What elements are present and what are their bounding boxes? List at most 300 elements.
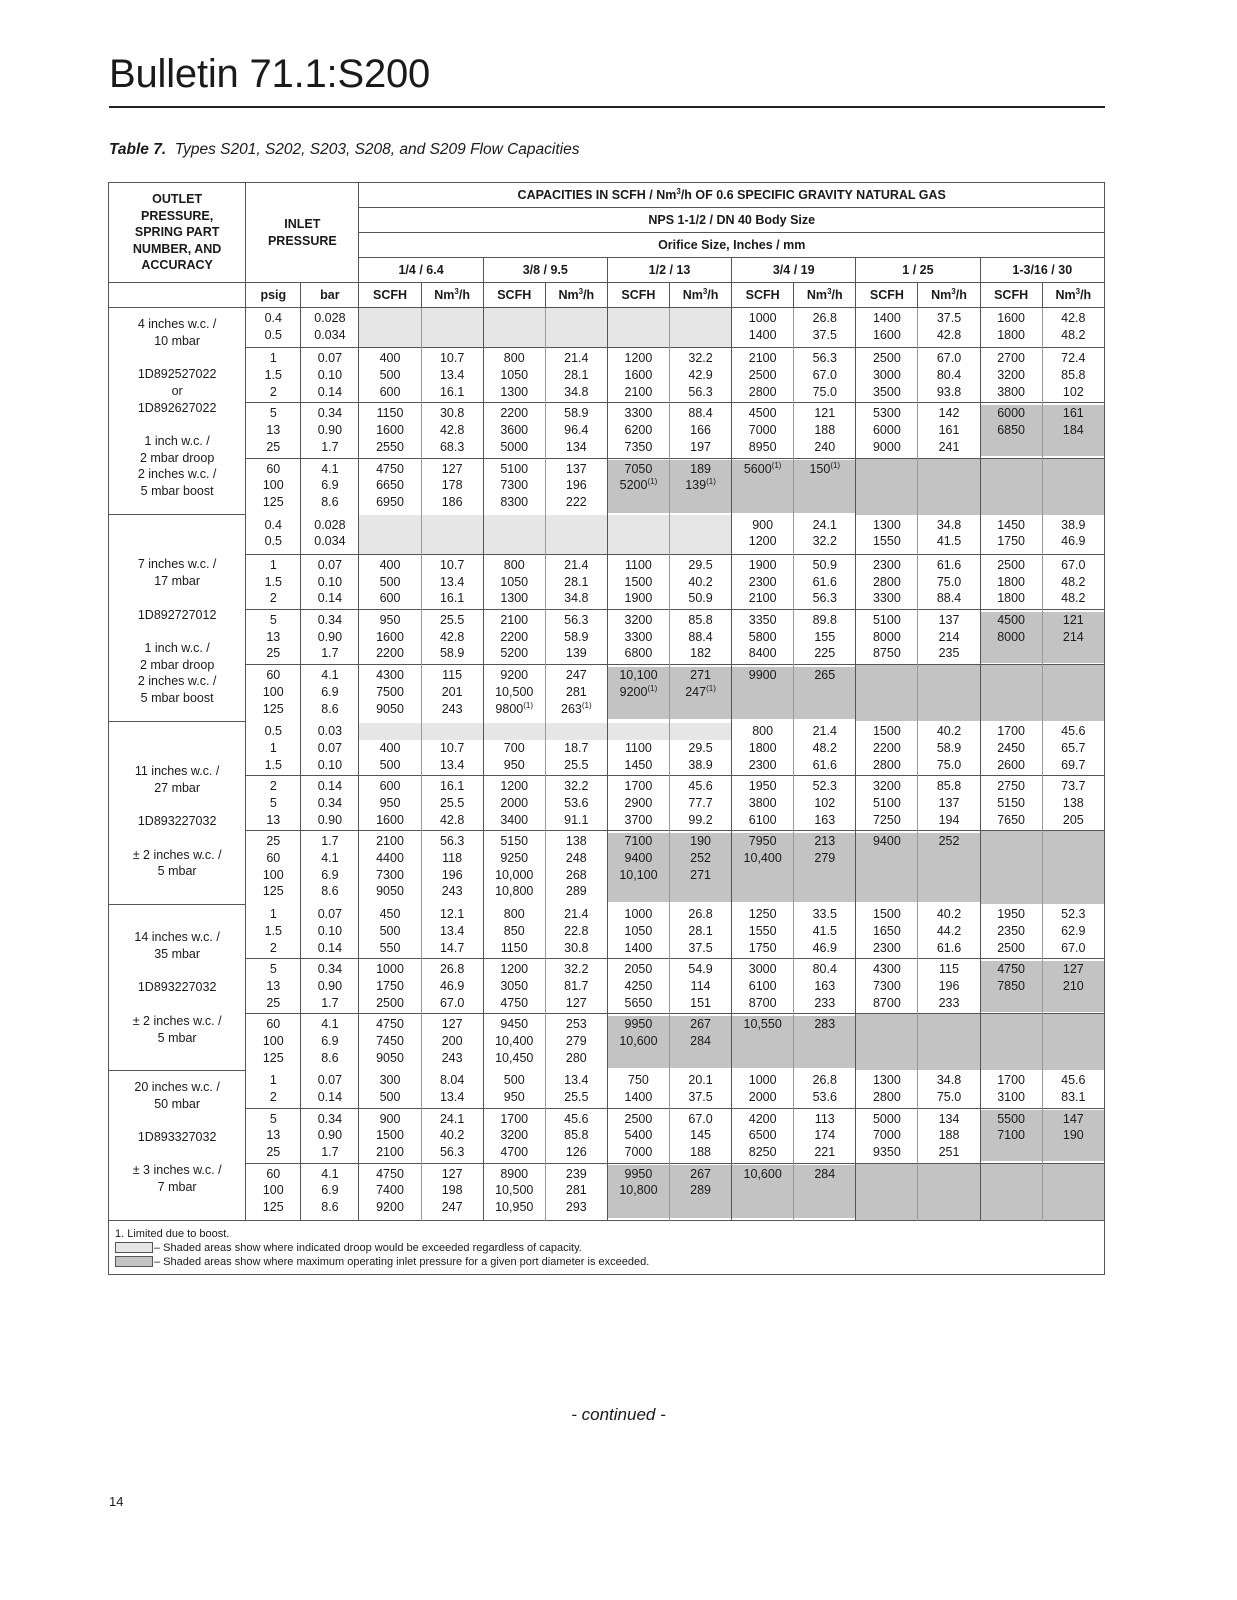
table-cell: 3300 bbox=[872, 591, 901, 606]
table-cell: 99.2 bbox=[688, 812, 713, 827]
table-row bbox=[109, 959, 1105, 1014]
table-cell: 2000 bbox=[748, 1090, 777, 1105]
table-cell: 4.1 bbox=[321, 1166, 339, 1181]
table-cell: 2700 bbox=[997, 351, 1025, 366]
table-cell: 1050 bbox=[624, 923, 653, 938]
scfh-cell bbox=[980, 308, 1042, 348]
header-unit-bar: bar bbox=[301, 283, 359, 308]
nm3h-cell bbox=[1042, 1014, 1104, 1071]
psig-cell bbox=[246, 1108, 301, 1163]
table-cell: 2500 bbox=[624, 1111, 653, 1126]
table-cell: 58.9 bbox=[936, 740, 962, 755]
table-cell: 241 bbox=[938, 439, 960, 454]
table-cell: 38.9 bbox=[688, 757, 713, 772]
table-cell: 1550 bbox=[748, 923, 777, 938]
nm3h-cell bbox=[670, 555, 732, 610]
table-cell: 113 bbox=[814, 1111, 835, 1126]
nm3h-cell bbox=[1042, 959, 1104, 1014]
table-cell: 4750 bbox=[376, 461, 404, 476]
scfh-cell bbox=[359, 831, 421, 904]
table-cell: 138 bbox=[1062, 795, 1084, 810]
unit-nm-post: /h bbox=[707, 288, 719, 302]
nm3h-cell bbox=[794, 904, 856, 959]
table-cell: 400 bbox=[379, 740, 401, 755]
table-cell: 1100 bbox=[625, 740, 652, 755]
table-cell: 213 bbox=[814, 834, 836, 849]
table-cell: 73.7 bbox=[1061, 779, 1086, 794]
table-cell bbox=[732, 1033, 793, 1050]
table-cell: 100 bbox=[262, 867, 284, 882]
table-cell: 8300 bbox=[500, 494, 529, 509]
table-cell: 1800 bbox=[748, 740, 777, 755]
nm3h-cell bbox=[670, 665, 732, 722]
table-cell: 60 bbox=[266, 1166, 281, 1181]
table-cell: 1550 bbox=[872, 534, 901, 549]
label-line: 5 mbar boost bbox=[140, 484, 214, 498]
table-cell: 4750 bbox=[997, 962, 1025, 977]
table-cell: 6850 bbox=[997, 423, 1025, 438]
table-cell: 10,800 bbox=[495, 884, 534, 899]
header-body-size: NPS 1-1/2 / DN 40 Body Size bbox=[359, 208, 1105, 233]
table-cell: 88.4 bbox=[936, 591, 962, 606]
bar-cell bbox=[301, 1014, 359, 1071]
table-cell: 2800 bbox=[748, 384, 777, 399]
nm3h-cell bbox=[670, 721, 732, 776]
nm3h-cell bbox=[918, 665, 980, 722]
table-cell bbox=[608, 1050, 669, 1067]
table-cell: 3700 bbox=[624, 812, 653, 827]
table-cell: 8000 bbox=[872, 629, 901, 644]
header-orifice-3: 3/4 / 19 bbox=[732, 258, 856, 283]
table-cell: 10.7 bbox=[439, 351, 465, 366]
table-cell: 5 bbox=[269, 962, 277, 977]
nm3h-cell bbox=[794, 458, 856, 515]
table-cell: 85.8 bbox=[1061, 368, 1086, 383]
label-line: 27 mbar bbox=[154, 780, 201, 795]
table-cell: 210 bbox=[1062, 978, 1084, 993]
table-cell: 121 bbox=[814, 406, 836, 421]
psig-cell bbox=[246, 904, 301, 959]
table-cell: 6000 bbox=[997, 406, 1025, 421]
table-cell bbox=[794, 1050, 855, 1067]
table-cell bbox=[608, 883, 669, 900]
table-cell: 2500 bbox=[376, 995, 404, 1010]
table-cell: 56.3 bbox=[564, 613, 589, 628]
table-cell: 7000 bbox=[748, 423, 777, 438]
nm3h-cell bbox=[545, 959, 607, 1014]
table-cell: 0.028 bbox=[314, 517, 346, 532]
table-cell: 41.5 bbox=[936, 534, 962, 549]
table-cell: 3800 bbox=[748, 795, 777, 810]
table-cell: 800 bbox=[503, 558, 525, 572]
nm3h-cell bbox=[421, 515, 483, 555]
table-cell: 34.8 bbox=[936, 517, 962, 532]
scfh-cell bbox=[483, 904, 545, 959]
table-cell: 1300 bbox=[872, 1073, 901, 1088]
table-cell: 68.3 bbox=[439, 439, 465, 454]
scfh-cell bbox=[359, 308, 421, 348]
scfh-cell bbox=[856, 610, 918, 665]
table-cell: 2200 bbox=[500, 406, 529, 421]
table-cell: 52.3 bbox=[812, 779, 837, 794]
table-cell: 67.0 bbox=[1061, 940, 1086, 955]
scfh-cell bbox=[607, 610, 669, 665]
table-cell: 0.034 bbox=[314, 327, 346, 342]
table-cell: 16.1 bbox=[439, 384, 465, 399]
table-cell bbox=[732, 461, 793, 478]
table-cell bbox=[670, 723, 731, 740]
table-cell: 1.5 bbox=[264, 574, 282, 589]
scfh-cell bbox=[607, 308, 669, 348]
cell-value: 263 bbox=[561, 701, 582, 716]
table-cell: 3500 bbox=[872, 384, 901, 399]
table-cell: 280 bbox=[565, 1050, 587, 1065]
table-cell bbox=[794, 883, 855, 900]
scfh-cell bbox=[980, 555, 1042, 610]
table-cell: 5 bbox=[269, 1111, 277, 1126]
table-cell bbox=[608, 701, 669, 718]
table-cell: 8000 bbox=[997, 629, 1025, 644]
table-cell: 222 bbox=[565, 494, 587, 509]
table-cell: 4300 bbox=[872, 962, 901, 977]
table-cell: 1700 bbox=[997, 724, 1025, 739]
footnote-ref: (1) bbox=[771, 460, 782, 470]
table-cell: 6.9 bbox=[321, 1033, 339, 1048]
table-cell: 6.9 bbox=[321, 867, 339, 882]
table-cell: 252 bbox=[690, 851, 711, 866]
table-cell: 2300 bbox=[748, 757, 777, 772]
nm3h-cell bbox=[545, 831, 607, 904]
table-cell bbox=[794, 684, 855, 701]
bar-cell bbox=[301, 904, 359, 959]
table-cell: 139 bbox=[565, 646, 587, 661]
nm3h-cell bbox=[1042, 515, 1104, 555]
psig-cell bbox=[246, 458, 301, 515]
table-cell: 233 bbox=[938, 995, 960, 1010]
nm3h-cell bbox=[670, 1014, 732, 1071]
table-cell: 42.8 bbox=[439, 629, 465, 644]
scfh-cell bbox=[980, 1014, 1042, 1071]
table-cell: 6950 bbox=[376, 494, 404, 509]
table-cell: 127 bbox=[441, 461, 463, 476]
nm3h-cell bbox=[421, 1014, 483, 1071]
table-cell: 102 bbox=[1062, 384, 1084, 399]
table-cell: 9050 bbox=[376, 701, 404, 716]
table-cell: 85.8 bbox=[564, 1128, 589, 1143]
table-cell: 125 bbox=[262, 494, 284, 509]
label-line bbox=[109, 913, 245, 930]
table-cell: 0.90 bbox=[317, 1128, 343, 1143]
table-cell: 91.1 bbox=[564, 812, 589, 827]
table-cell: 147 bbox=[1062, 1111, 1084, 1126]
label-line: 1D892727012 bbox=[137, 607, 217, 622]
table-cell: 18.7 bbox=[564, 740, 589, 755]
nm3h-cell bbox=[918, 555, 980, 610]
table-row bbox=[109, 831, 1105, 904]
cell-value: 247 bbox=[685, 684, 707, 699]
scfh-cell bbox=[732, 721, 794, 776]
table-cell bbox=[981, 995, 1042, 1012]
table-cell: 80.4 bbox=[812, 962, 837, 977]
nm3h-cell bbox=[421, 665, 483, 722]
table-cell: 2350 bbox=[997, 923, 1025, 938]
table-cell: 9200 bbox=[500, 668, 529, 683]
table-cell: 1900 bbox=[624, 591, 653, 606]
table-cell: 253 bbox=[565, 1017, 587, 1032]
table-cell: 0.10 bbox=[317, 368, 343, 383]
table-cell bbox=[670, 1199, 731, 1216]
table-cell: 50.9 bbox=[688, 591, 713, 606]
table-cell: 75.0 bbox=[936, 574, 962, 589]
unit-nm-post: /h bbox=[1080, 288, 1092, 302]
table-cell: 188 bbox=[814, 423, 836, 438]
table-cell: 1400 bbox=[748, 327, 777, 342]
nm3h-cell bbox=[670, 515, 732, 555]
table-cell: 50.9 bbox=[812, 558, 837, 572]
table-cell: 60 bbox=[266, 851, 281, 866]
nm3h-cell bbox=[794, 959, 856, 1014]
scfh-cell bbox=[856, 555, 918, 610]
header-unit-nm3h bbox=[1042, 283, 1104, 308]
table-cell bbox=[794, 1182, 855, 1199]
table-cell: 2300 bbox=[872, 558, 901, 572]
table-cell: 1000 bbox=[376, 962, 404, 977]
table-cell: 8.6 bbox=[321, 1050, 339, 1065]
table-cell: 2200 bbox=[872, 740, 901, 755]
table-cell: 45.6 bbox=[1061, 724, 1086, 739]
table-cell: 300 bbox=[379, 1073, 401, 1088]
table-cell: 21.4 bbox=[564, 351, 589, 366]
table-cell: 8900 bbox=[500, 1166, 529, 1181]
table-cell: 37.5 bbox=[812, 327, 837, 342]
unit-nm-post: /h bbox=[831, 288, 843, 302]
table-cell: 1200 bbox=[624, 351, 653, 366]
psig-cell bbox=[246, 831, 301, 904]
scfh-cell bbox=[483, 959, 545, 1014]
scfh-cell bbox=[856, 665, 918, 722]
table-cell: 40.2 bbox=[439, 1128, 465, 1143]
table-cell: 0.03 bbox=[317, 724, 343, 739]
table-cell: 0.10 bbox=[317, 574, 343, 589]
nm3h-cell bbox=[421, 348, 483, 403]
table-cell: 1 bbox=[269, 1073, 277, 1088]
scfh-cell bbox=[856, 348, 918, 403]
scfh-cell bbox=[607, 665, 669, 722]
table-cell: 271 bbox=[690, 668, 711, 683]
table-cell: 3300 bbox=[624, 406, 653, 421]
scfh-cell bbox=[856, 403, 918, 458]
table-cell: 2900 bbox=[624, 795, 653, 810]
scfh-cell bbox=[483, 348, 545, 403]
table-cell: 2 bbox=[269, 779, 277, 794]
footnote-ref: (1) bbox=[706, 477, 716, 487]
table-cell: 6650 bbox=[376, 478, 404, 493]
legend-dark-text: – Shaded areas show where maximum operating inlet pressure for a given port diameter is exceeded. bbox=[154, 1255, 650, 1268]
table-cell: 4500 bbox=[997, 613, 1025, 628]
table-cell: 54.9 bbox=[688, 962, 713, 977]
table-cell: 10,550 bbox=[743, 1017, 782, 1032]
table-cell: 1600 bbox=[997, 311, 1025, 325]
table-cell: 1000 bbox=[748, 1073, 777, 1088]
table-cell: 9450 bbox=[500, 1017, 529, 1032]
table-cell: 196 bbox=[938, 978, 960, 993]
nm3h-cell bbox=[545, 403, 607, 458]
table-cell: 8.04 bbox=[439, 1073, 465, 1088]
nm3h-cell bbox=[794, 1014, 856, 1071]
outlet-pressure-group-label bbox=[109, 904, 246, 1070]
scfh-cell bbox=[732, 1108, 794, 1163]
table-cell: 8.6 bbox=[321, 494, 339, 509]
table-cell: 600 bbox=[379, 779, 401, 794]
label-line bbox=[109, 830, 245, 847]
table-cell: 13.4 bbox=[564, 1073, 589, 1088]
header-unit-scfh: SCFH bbox=[980, 283, 1042, 308]
table-cell: 2500 bbox=[997, 558, 1025, 572]
table-cell: 62.9 bbox=[1061, 923, 1086, 938]
table-cell: 127 bbox=[1062, 962, 1084, 977]
table-cell: 214 bbox=[938, 629, 960, 644]
table-row bbox=[109, 904, 1105, 959]
table-cell bbox=[856, 883, 917, 900]
table-cell: 2100 bbox=[376, 1145, 404, 1160]
outlet-pressure-group-label bbox=[109, 308, 246, 515]
bar-cell bbox=[301, 1108, 359, 1163]
flow-capacity-table bbox=[108, 182, 1105, 1275]
table-cell: 2100 bbox=[500, 613, 529, 628]
unit-nm-post: /h bbox=[583, 288, 595, 302]
table-cell: 25 bbox=[266, 834, 281, 849]
table-cell: 161 bbox=[1062, 406, 1084, 421]
nm3h-cell bbox=[421, 308, 483, 348]
table-cell: 283 bbox=[814, 1017, 836, 1032]
table-cell bbox=[484, 723, 545, 740]
table-cell: 2100 bbox=[748, 591, 777, 606]
table-cell: 5100 bbox=[500, 461, 529, 476]
table-cell: 5000 bbox=[500, 439, 529, 454]
psig-cell bbox=[246, 1163, 301, 1220]
table-cell: 1700 bbox=[500, 1111, 529, 1126]
table-cell: 6800 bbox=[624, 646, 653, 661]
table-cell: 197 bbox=[690, 439, 711, 454]
nm3h-cell bbox=[918, 831, 980, 904]
unit-nm-sup: 3 bbox=[827, 286, 832, 296]
table-cell: 137 bbox=[938, 613, 960, 628]
label-line: 14 inches w.c. / bbox=[134, 930, 220, 945]
table-cell: 29.5 bbox=[688, 740, 713, 755]
label-line bbox=[109, 797, 245, 814]
table-cell: 125 bbox=[262, 884, 284, 899]
table-cell: 284 bbox=[690, 1033, 711, 1048]
table-cell: 1000 bbox=[748, 311, 777, 325]
table-cell: 125 bbox=[262, 1200, 284, 1215]
table-cell: 52.3 bbox=[1061, 907, 1086, 922]
table-cell: 4500 bbox=[748, 406, 777, 421]
scfh-cell bbox=[359, 555, 421, 610]
table-cell: 60 bbox=[266, 1017, 281, 1032]
footnote-ref: (1) bbox=[647, 477, 658, 487]
label-line: 20 inches w.c. / bbox=[134, 1079, 220, 1094]
table-cell bbox=[422, 723, 483, 740]
table-row bbox=[109, 458, 1105, 515]
label-line bbox=[109, 746, 245, 763]
table-cell: 700 bbox=[503, 740, 525, 755]
scfh-cell bbox=[980, 665, 1042, 722]
table-cell: 2000 bbox=[500, 795, 529, 810]
table-cell bbox=[608, 684, 669, 701]
bar-cell bbox=[301, 308, 359, 348]
table-cell: 186 bbox=[441, 494, 463, 509]
table-cell: 53.6 bbox=[812, 1090, 837, 1105]
scfh-cell bbox=[359, 721, 421, 776]
table-cell: 7000 bbox=[872, 1128, 901, 1143]
table-cell: 25 bbox=[266, 439, 281, 454]
table-row bbox=[109, 1014, 1105, 1071]
table-cell: 1450 bbox=[997, 517, 1025, 532]
table-cell: 0.90 bbox=[317, 423, 343, 438]
scfh-cell bbox=[607, 1014, 669, 1071]
nm3h-cell bbox=[545, 1163, 607, 1220]
table-cell: 67.0 bbox=[688, 1111, 713, 1126]
nm3h-cell bbox=[794, 403, 856, 458]
table-cell: 22.8 bbox=[564, 923, 589, 938]
nm3h-cell bbox=[545, 458, 607, 515]
table-cell: 8400 bbox=[748, 646, 777, 661]
table-cell: 7300 bbox=[376, 867, 404, 882]
table-cell: 1500 bbox=[872, 907, 901, 922]
table-cell: 48.2 bbox=[1061, 591, 1086, 606]
bar-cell bbox=[301, 458, 359, 515]
table-cell: 2550 bbox=[376, 439, 404, 454]
table-cell: 0.14 bbox=[317, 1090, 343, 1105]
table-cell: 137 bbox=[938, 795, 960, 810]
table-cell: 9900 bbox=[748, 668, 777, 683]
table-cell: 21.4 bbox=[812, 724, 837, 739]
table-cell: 56.3 bbox=[439, 1145, 465, 1160]
table-cell: 1300 bbox=[500, 384, 529, 399]
psig-cell bbox=[246, 665, 301, 722]
nm3h-cell bbox=[545, 610, 607, 665]
table-cell: 134 bbox=[565, 439, 587, 454]
header-outlet-pressure: OUTLET PRESSURE, SPRING PART NUMBER, AND ACCURACY bbox=[109, 183, 246, 283]
table-cell: 271 bbox=[690, 867, 711, 882]
table-cell: 125 bbox=[262, 701, 284, 716]
unit-nm-pre: Nm bbox=[931, 288, 952, 302]
table-cell: 1400 bbox=[872, 311, 901, 325]
table-cell: 1150 bbox=[376, 406, 404, 421]
table-cell bbox=[732, 867, 793, 884]
table-cell bbox=[1043, 995, 1104, 1012]
psig-cell bbox=[246, 776, 301, 831]
nm3h-cell bbox=[794, 348, 856, 403]
table-cell bbox=[546, 723, 607, 740]
table-cell: 37.5 bbox=[688, 1090, 713, 1105]
table-cell: 4.1 bbox=[321, 1017, 339, 1032]
table-cell: 2 bbox=[269, 384, 277, 399]
table-cell: 7850 bbox=[997, 978, 1025, 993]
table-cell: 25.5 bbox=[439, 613, 465, 628]
header-unit-scfh: SCFH bbox=[732, 283, 794, 308]
table-cell: 134 bbox=[938, 1111, 960, 1126]
scfh-cell bbox=[607, 904, 669, 959]
nm3h-cell bbox=[1042, 403, 1104, 458]
table-cell: 13.4 bbox=[439, 757, 465, 772]
footnote-ref: (1) bbox=[647, 683, 658, 693]
scfh-cell bbox=[856, 1163, 918, 1220]
table-cell: 127 bbox=[441, 1017, 463, 1032]
table-cell: 281 bbox=[565, 684, 587, 699]
table-cell: 100 bbox=[262, 684, 284, 699]
label-line: 17 mbar bbox=[154, 574, 201, 589]
